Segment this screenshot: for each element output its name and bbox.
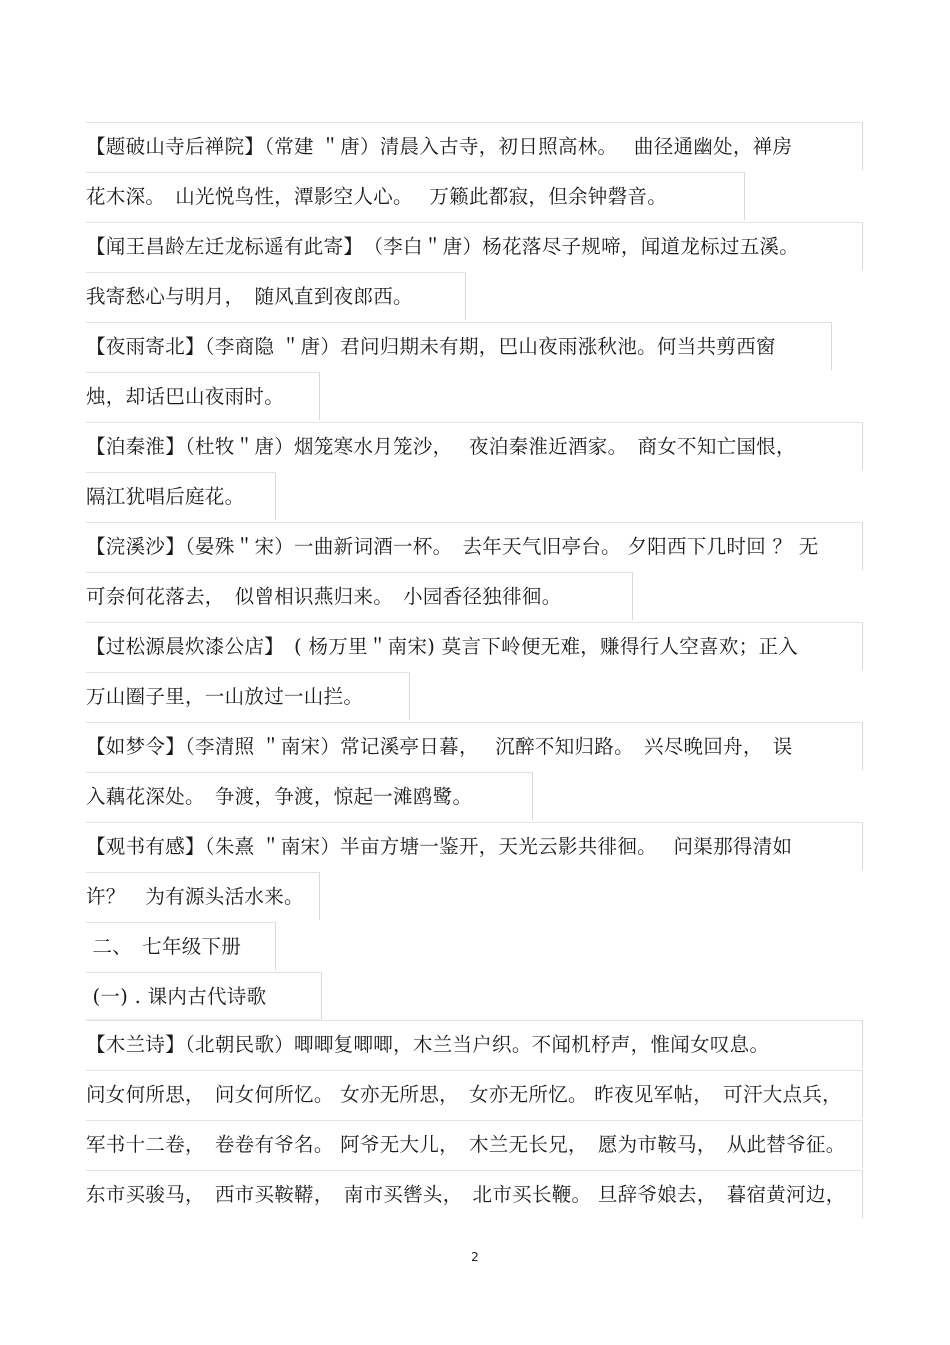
text-line-5: 【夜雨寄北】（李商隐 ＂唐）君问归期未有期，巴山夜雨涨秋池。何当共剪西窗 xyxy=(86,322,832,370)
subsection-heading: (一) . 课内古代诗歌 xyxy=(86,972,322,1020)
text-line-20: 东市买骏马， 西市买鞍鞯， 南市买辔头， 北市买长鞭。 旦辞爷娘去， 暮宿黄河边， xyxy=(86,1170,863,1218)
text-line-13: 【如梦令】（李清照 ＂南宋）常记溪亭日暮， 沉醉不知归路。 兴尽晚回舟， 误 xyxy=(86,722,863,770)
text-line-17: 【木兰诗】（北朝民歌）唧唧复唧唧，木兰当户织。不闻机杼声，惟闻女叹息。 xyxy=(86,1020,863,1068)
page-number: 2 xyxy=(471,1250,479,1264)
text-line-6: 烛，却话巴山夜雨时。 xyxy=(86,372,320,420)
text-line-8: 隔江犹唱后庭花。 xyxy=(86,472,276,520)
text-line-19: 军书十二卷， 卷卷有爷名。 阿爷无大儿， 木兰无长兄， 愿为市鞍马， 从此替爷征。 xyxy=(86,1120,863,1168)
text-line-7: 【泊秦淮】（杜牧＂唐）烟笼寒水月笼沙， 夜泊秦淮近酒家。 商女不知亡国恨， xyxy=(86,422,863,470)
text-line-10: 可奈何花落去， 似曾相识燕归来。 小园香径独徘徊。 xyxy=(86,572,633,620)
text-line-16: 许？ 为有源头活水来。 xyxy=(86,872,320,920)
text-line-14: 入藕花深处。 争渡，争渡，惊起一滩鸥鹭。 xyxy=(86,772,533,820)
text-line-12: 万山圈子里，一山放过一山拦。 xyxy=(86,672,410,720)
section-heading: 二、 七年级下册 xyxy=(86,922,276,970)
text-line-9: 【浣溪沙】（晏殊＂宋）一曲新词酒一杯。 去年天气旧亭台。 夕阳西下几时回 ？ 无 xyxy=(86,522,863,570)
text-line-18: 问女何所思， 问女何所忆。 女亦无所思， 女亦无所忆。 昨夜见军帖， 可汗大点兵， xyxy=(86,1070,863,1118)
text-line-2: 花木深。 山光悦鸟性，潭影空人心。 万籁此都寂，但余钟磬音。 xyxy=(86,172,745,220)
text-line-11: 【过松源晨炊漆公店】 ( 杨万里＂南宋) 莫言下岭便无难，赚得行人空喜欢；正入 xyxy=(86,622,863,670)
text-line-4: 我寄愁心与明月， 随风直到夜郎西。 xyxy=(86,272,466,320)
text-line-3: 【闻王昌龄左迁龙标遥有此寄】 （李白＂唐）杨花落尽子规啼，闻道龙标过五溪。 xyxy=(86,222,863,270)
text-line-1: 【题破山寺后禅院】（常建 ＂唐）清晨入古寺，初日照高林。 曲径通幽处，禅房 xyxy=(86,122,863,170)
text-line-15: 【观书有感】（朱熹 ＂南宋）半亩方塘一鉴开，天光云影共徘徊。 问渠那得清如 xyxy=(86,822,863,870)
